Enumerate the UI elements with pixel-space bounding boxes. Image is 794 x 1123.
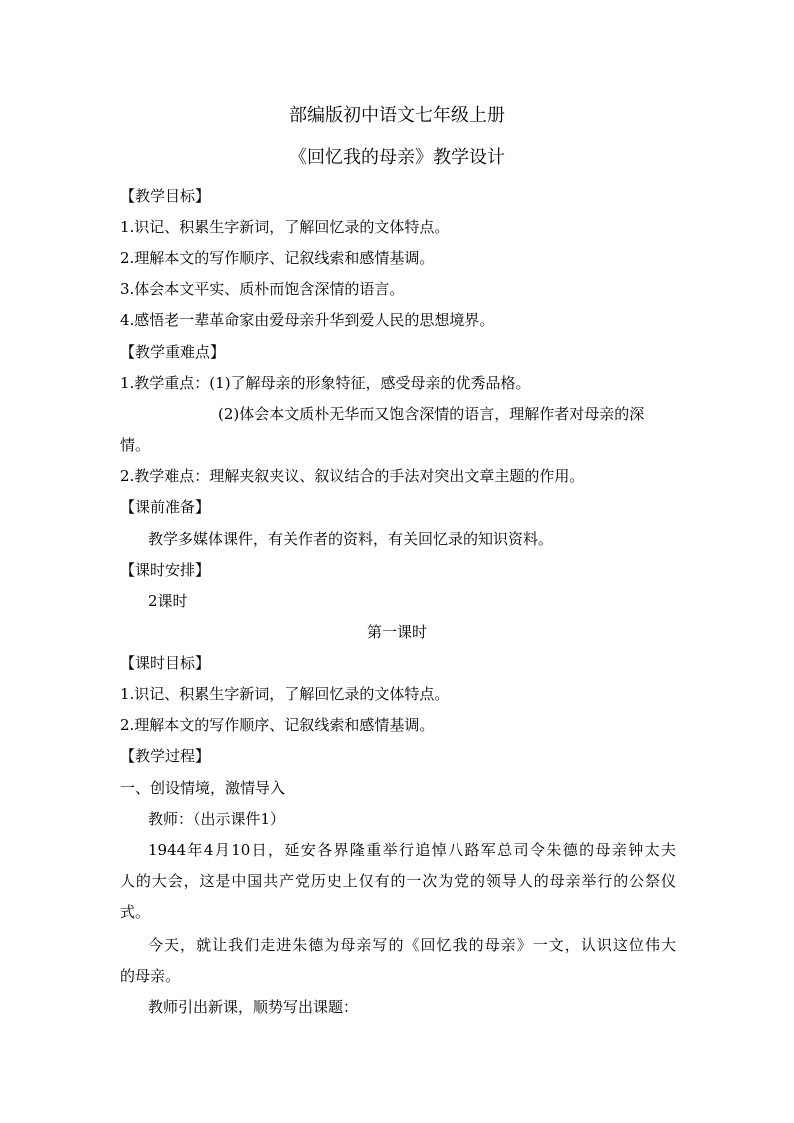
keypoint-line: 2.教学难点：理解夹叙夹议、叙议结合的手法对突出文章主题的作用。	[120, 467, 585, 485]
goal-item: 2.理解本文的写作顺序、记叙线索和感情基调。	[120, 249, 435, 267]
closing-line: 教师引出新课，顺势写出课题：	[148, 998, 359, 1016]
prep-text: 教学多媒体课件，有关作者的资料，有关回忆录的知识资料。	[148, 530, 554, 548]
lesson-title: 第一课时	[366, 623, 427, 641]
keypoint-line: 1.教学重点：(1)了解母亲的形象特征，感受母亲的优秀品格。	[120, 374, 531, 392]
document-subtitle: 《回忆我的母亲》教学设计	[289, 147, 505, 168]
schedule-text: 2课时	[148, 592, 188, 610]
teacher-line: 教师：（出示课件1）	[148, 810, 286, 828]
paragraph-line: 的母亲。	[120, 967, 181, 985]
paragraph-line: 式。	[120, 903, 151, 921]
document-title: 部编版初中语文七年级上册	[289, 105, 505, 126]
keypoint-line: 情。	[120, 436, 151, 454]
section-heading-lesson-goals: 【课时目标】	[120, 654, 211, 672]
lesson-goal-item: 1.识记、积累生字新词，了解回忆录的文体特点。	[120, 685, 450, 703]
section-heading-process: 【教学过程】	[120, 747, 211, 765]
goal-item: 4.感悟老一辈革命家由爱母亲升华到爱人民的思想境界。	[120, 311, 495, 329]
step-heading: 一、创设情境，激情导入	[120, 779, 286, 797]
paragraph-line: 人的大会，这是中国共产党历史上仅有的一次为党的领导人的母亲举行的公祭仪	[120, 872, 676, 890]
section-heading-schedule: 【课时安排】	[120, 561, 211, 579]
keypoint-line: (2)体会本文质朴无华而又饱含深情的语言，理解作者对母亲的深	[218, 405, 645, 423]
goal-item: 1.识记、积累生字新词，了解回忆录的文体特点。	[120, 218, 450, 236]
paragraph-line: 今天，就让我们走进朱德为母亲写的《回忆我的母亲》一文，认识这位伟大	[148, 936, 676, 954]
paragraph-line: 1944年4月10日，延安各界隆重举行追悼八路军总司令朱德的母亲钟太夫	[148, 841, 676, 859]
goal-item: 3.体会本文平实、质朴而饱含深情的语言。	[120, 280, 405, 298]
lesson-goal-item: 2.理解本文的写作顺序、记叙线索和感情基调。	[120, 716, 435, 734]
section-heading-prep: 【课前准备】	[120, 498, 211, 516]
section-heading-goals: 【教学目标】	[120, 187, 211, 205]
section-heading-keypoints: 【教学重难点】	[120, 343, 226, 361]
